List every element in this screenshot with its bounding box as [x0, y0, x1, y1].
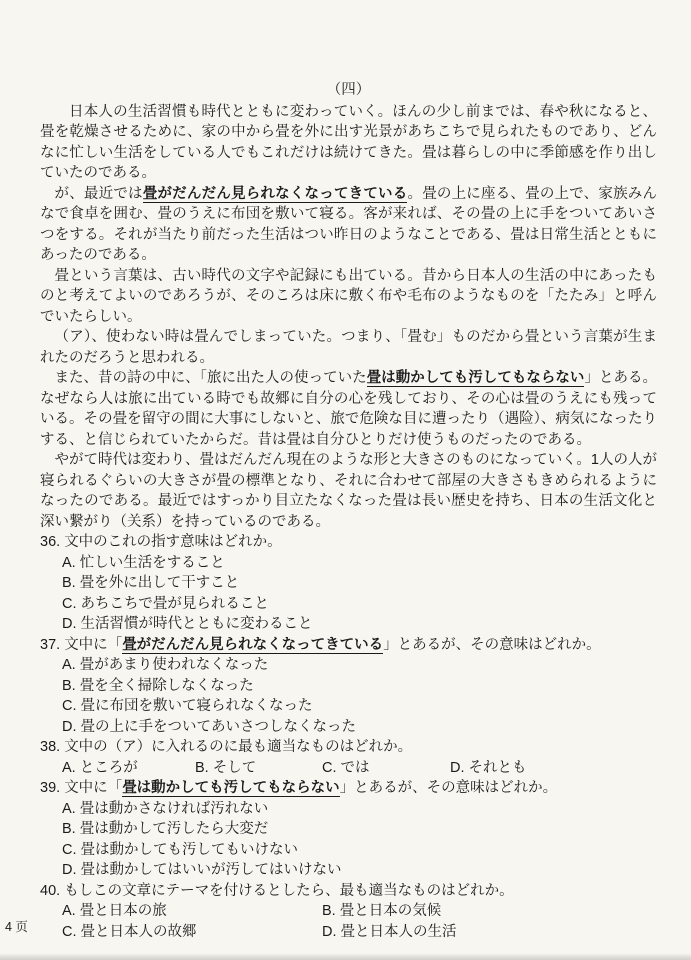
document-body — [40, 0, 657, 942]
text-segment: 日本人の生活習慣も時代とともに変わっていく。ほんの少し前までは、春や秋になると、畳を乾燥させるために、家の中から畳を外に出す光景があちこちで見られたものであり、どんなに忙しい生活をしている人でもこれだけは続けてきた。畳は暮らしの中に季節感を作り出していたのである。 — [40, 103, 657, 181]
question-list — [40, 532, 657, 942]
underlined-phrase: 畳がだんだん見られなくなってきている — [142, 185, 408, 202]
text-segment: 文中のこれの指す意味はどれか。 — [64, 534, 282, 550]
reading-passage — [40, 102, 657, 533]
option-A — [62, 553, 657, 574]
option-C — [62, 840, 657, 861]
option-C — [62, 922, 322, 943]
text-segment: 文中に「 — [64, 636, 123, 653]
option-text: 畳を全く掃除しなくなった — [79, 677, 254, 694]
answer-options — [40, 799, 657, 881]
option-D — [322, 922, 657, 943]
option-text: あちこちで畳が見られること — [80, 595, 269, 612]
passage-paragraph — [40, 266, 657, 328]
option-label: D. — [62, 718, 77, 735]
option-text: そして — [212, 759, 257, 776]
option-text: 畳と日本人の生活 — [340, 923, 457, 940]
text-segment: 」とある。なぜなら人は旅に出ている時でも故郷に自分の心を残しており、その心は畳のうえにも残っている。その畳を留守の間に大事にしないと、旅で危険な目に遭ったり（遇险）、病気になったりする、と信じられていたからだ。昔は畳は自分ひとりだけ使うものだったのである。 — [40, 370, 658, 448]
answer-options — [62, 901, 657, 942]
section-title: （四） — [326, 82, 371, 98]
option-text: 畳を外に出して干すこと — [79, 575, 240, 591]
option-A — [62, 901, 322, 922]
option-text: 生活習慣が時代とともに変わること — [80, 616, 313, 632]
text-segment: また、昔の詩の中に、「旅に出た人の使っていた — [54, 370, 367, 386]
page-number: 4 页 — [5, 920, 28, 934]
option-A — [62, 799, 657, 820]
text-segment: 。畳の上に座る、畳の上で、家族みんなで食卓を囲む、畳のうえに布団を敷いて寝る。客が来れば、その畳の上に手をついてあいさつをする。それが当たり前だった生活はつい昨日のようなことである、畳は日常生活とともにあったのである。 — [40, 185, 658, 263]
text-segment: 文中に「 — [64, 780, 123, 796]
option-label: B. — [62, 677, 76, 694]
answer-options — [40, 553, 657, 635]
option-label: C. — [62, 841, 77, 858]
text-segment: 」とあるが、その意味はどれか。 — [339, 780, 558, 796]
option-text: 畳は動かさなければ汚れない — [79, 800, 269, 817]
option-label: A. — [62, 759, 76, 776]
question-39 — [40, 778, 657, 881]
option-D — [62, 860, 657, 881]
option-text: ところが — [79, 759, 138, 776]
underlined-phrase: 畳は動かしても汚してもならない — [366, 370, 585, 386]
option-B — [62, 676, 657, 697]
option-C — [322, 758, 450, 779]
answer-options — [40, 655, 657, 737]
text-segment: やがて時代は変わり、畳はだんだん現在のような形と大きさのものになっていく。1人の人が寝られるぐらいの大きさが畳の標準となり、それに合わせて部屋の大きさもきめられるようになったのである。最近ではすっかり目立たなくなった畳は長い歴史を持ち、日本の生活文化と深い繋がり（关系）を持っているのである。 — [40, 452, 657, 530]
passage-paragraph — [40, 450, 657, 532]
option-D — [62, 717, 657, 738]
passage-paragraph — [40, 368, 657, 450]
option-label: D. — [62, 862, 77, 878]
passage-paragraph — [40, 184, 657, 266]
option-text: それとも — [468, 759, 527, 776]
question-stem — [40, 737, 657, 758]
text-segment: 畳という言葉は、古い時代の文字や記録にも出ている。昔から日本人の生活の中にあったものと考えてよいのであろうが、そのころは床に敷く布や毛布のようなものを「たたみ」と呼んでいたらしい。 — [40, 267, 657, 325]
option-text: 畳があまり使われなくなった — [79, 657, 269, 673]
answer-options — [62, 758, 657, 779]
option-label: D. — [450, 759, 465, 776]
option-label: A. — [62, 657, 76, 673]
option-A — [62, 758, 195, 779]
option-B — [62, 573, 657, 594]
passage-paragraph — [40, 102, 657, 184]
question-number: 36. — [40, 534, 65, 550]
option-label: D. — [322, 923, 337, 940]
option-text: 畳の上に手をついてあいさつしなくなった — [80, 718, 356, 735]
option-label: C. — [62, 923, 77, 940]
option-text: では — [340, 759, 370, 776]
text-segment: （ア）、使わない時は畳んでしまっていた。つまり、「畳む」ものだから畳という言葉が生まれたのだろうと思われる。 — [40, 329, 657, 366]
question-number: 37. — [40, 636, 65, 653]
option-label: D. — [62, 616, 77, 632]
underlined-phrase: 畳がだんだん見られなくなってきている — [122, 636, 384, 653]
option-label: B. — [322, 903, 336, 919]
option-text: 畳は動かして汚したら大変だ — [79, 821, 269, 837]
option-text: 畳は動かしてはいいが汚してはいけない — [80, 862, 342, 878]
question-stem — [40, 532, 657, 553]
option-text: 畳と日本人の故郷 — [80, 923, 197, 940]
question-36 — [40, 532, 657, 635]
option-text: 畳は動かしても汚してもいけない — [80, 841, 298, 858]
option-A — [62, 655, 657, 676]
question-number: 39. — [40, 780, 65, 796]
option-text: 畳と日本の旅 — [79, 903, 167, 919]
option-label: A. — [62, 903, 76, 919]
question-37 — [40, 635, 657, 738]
text-segment: 文中の（ア）に入れるのに最も適当なものはどれか。 — [64, 739, 413, 755]
option-C — [62, 696, 657, 717]
option-B — [322, 901, 657, 922]
question-stem — [40, 778, 657, 799]
option-D — [62, 614, 657, 635]
text-segment: 」とあるが、その意味はどれか。 — [383, 636, 601, 653]
question-stem — [40, 881, 657, 902]
option-text: 忙しい生活をすること — [79, 554, 225, 571]
question-number: 40. — [40, 882, 65, 899]
option-B — [62, 819, 657, 840]
option-label: A. — [62, 800, 76, 817]
option-label: A. — [62, 554, 76, 571]
option-text: 畳に布団を敷いて寝られなくなった — [80, 698, 313, 714]
option-B — [195, 758, 322, 779]
question-stem — [40, 635, 657, 656]
text-segment: が、最近では — [54, 185, 143, 202]
option-C — [62, 594, 657, 615]
option-text: 畳と日本の気候 — [339, 903, 442, 919]
option-label: B. — [62, 575, 76, 591]
text-segment: もしこの文章にテーマを付けるとしたら、最も適当なものはどれか。 — [64, 882, 514, 899]
question-38 — [40, 737, 657, 778]
option-label: C. — [62, 698, 77, 714]
question-40 — [40, 881, 657, 943]
underlined-phrase: 畳は動かしても汚してもならない — [122, 780, 340, 796]
passage-paragraph — [40, 327, 657, 368]
option-label: C. — [322, 759, 337, 776]
option-label: B. — [62, 821, 76, 837]
option-label: C. — [62, 595, 77, 612]
question-number: 38. — [40, 739, 65, 755]
option-label: B. — [195, 759, 209, 776]
option-D — [450, 758, 657, 779]
